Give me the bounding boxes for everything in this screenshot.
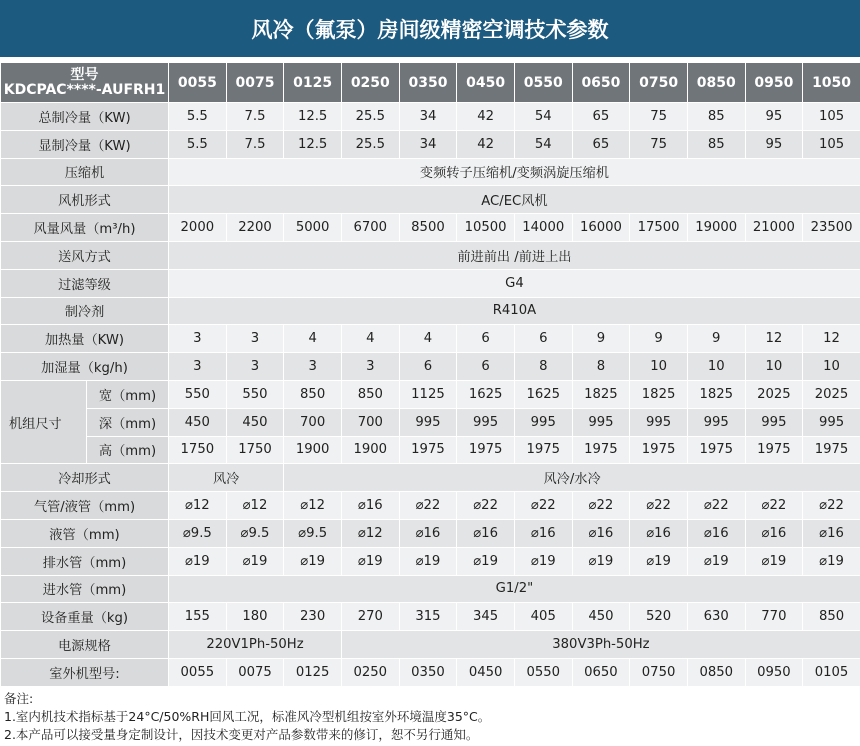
row-value: 850 <box>284 380 342 408</box>
model-code: 0850 <box>687 63 745 103</box>
row-value: 550 <box>169 380 227 408</box>
row-value: 770 <box>745 603 803 631</box>
model-code: 0055 <box>169 63 227 103</box>
row-label: 制冷剂 <box>1 297 169 325</box>
row-value: 270 <box>341 603 399 631</box>
row-value: 105 <box>803 130 860 158</box>
row-value: 630 <box>687 603 745 631</box>
row-value: 850 <box>341 380 399 408</box>
row-value: 850 <box>803 603 860 631</box>
row-value: ⌀22 <box>687 492 745 520</box>
row-value: 700 <box>284 408 342 436</box>
row-value: ⌀16 <box>745 519 803 547</box>
row-value: 1825 <box>572 380 630 408</box>
power-small: 220V1Ph-50Hz <box>169 631 342 659</box>
row-value: 19000 <box>687 214 745 242</box>
row-value: 10 <box>803 353 860 381</box>
row-label: 送风方式 <box>1 241 169 269</box>
row-value: 42 <box>457 103 515 131</box>
row-value: 34 <box>399 130 457 158</box>
spec-row <box>1 214 860 242</box>
row-value: 8 <box>514 353 572 381</box>
row-value: 9 <box>630 325 688 353</box>
row-value: 345 <box>457 603 515 631</box>
row-value: 315 <box>399 603 457 631</box>
dimension-sub-label: 高（mm) <box>87 436 169 464</box>
row-value: 180 <box>226 603 284 631</box>
row-value: 8500 <box>399 214 457 242</box>
row-value: 1975 <box>803 436 860 464</box>
spec-row <box>1 492 860 520</box>
outdoor-model: 0250 <box>341 658 399 686</box>
spec-row <box>1 158 860 186</box>
row-value: 9 <box>687 325 745 353</box>
spec-row <box>1 519 860 547</box>
dimension-row <box>1 380 860 408</box>
row-label: 电源规格 <box>1 631 169 659</box>
row-value: ⌀19 <box>341 547 399 575</box>
dimension-row <box>1 436 860 464</box>
row-value: 995 <box>803 408 860 436</box>
row-value: ⌀22 <box>572 492 630 520</box>
row-value: 3 <box>169 325 227 353</box>
row-value: 12.5 <box>284 130 342 158</box>
row-value: 9 <box>572 325 630 353</box>
row-value: ⌀22 <box>745 492 803 520</box>
dimension-row <box>1 408 860 436</box>
row-value: 3 <box>169 353 227 381</box>
row-value: ⌀9.5 <box>169 519 227 547</box>
row-value: 450 <box>226 408 284 436</box>
row-value: 2025 <box>803 380 860 408</box>
row-value: ⌀22 <box>630 492 688 520</box>
outdoor-model: 0850 <box>687 658 745 686</box>
row-value: 1975 <box>630 436 688 464</box>
row-value: 85 <box>687 130 745 158</box>
row-label: 室外机型号: <box>1 658 169 686</box>
spec-row <box>1 547 860 575</box>
row-value: ⌀19 <box>169 547 227 575</box>
row-value: 1900 <box>341 436 399 464</box>
outdoor-model: 0350 <box>399 658 457 686</box>
power-row <box>1 631 860 659</box>
row-label: 设备重量（kg) <box>1 603 169 631</box>
row-span-value: 变频转子压缩机/变频涡旋压缩机 <box>169 158 860 186</box>
row-value: 995 <box>399 408 457 436</box>
row-value: 65 <box>572 130 630 158</box>
row-value: 1900 <box>284 436 342 464</box>
row-value: 12.5 <box>284 103 342 131</box>
row-value: ⌀19 <box>630 547 688 575</box>
row-value: 2025 <box>745 380 803 408</box>
row-value: 7.5 <box>226 103 284 131</box>
row-value: 6 <box>399 353 457 381</box>
spec-row <box>1 297 860 325</box>
row-value: ⌀19 <box>226 547 284 575</box>
row-value: ⌀19 <box>284 547 342 575</box>
row-value: 6 <box>514 325 572 353</box>
row-label: 进水管（mm) <box>1 575 169 603</box>
row-value: 34 <box>399 103 457 131</box>
outdoor-model: 0125 <box>284 658 342 686</box>
row-value: 700 <box>341 408 399 436</box>
row-value: 1125 <box>399 380 457 408</box>
outdoor-model: 0075 <box>226 658 284 686</box>
cooling-row <box>1 464 860 492</box>
row-value: ⌀19 <box>399 547 457 575</box>
row-value: 550 <box>226 380 284 408</box>
row-value: 450 <box>572 603 630 631</box>
row-value: 23500 <box>803 214 860 242</box>
row-value: ⌀16 <box>399 519 457 547</box>
row-value: 1825 <box>687 380 745 408</box>
spec-row <box>1 603 860 631</box>
row-value: 3 <box>226 353 284 381</box>
model-code: 0550 <box>514 63 572 103</box>
row-label: 加湿量（kg/h) <box>1 353 169 381</box>
row-value: 995 <box>457 408 515 436</box>
row-value: 995 <box>572 408 630 436</box>
outdoor-model: 0950 <box>745 658 803 686</box>
row-label: 风机形式 <box>1 186 169 214</box>
row-value: 54 <box>514 130 572 158</box>
row-value: 42 <box>457 130 515 158</box>
row-value: ⌀12 <box>284 492 342 520</box>
page-title: 风冷（氟泵）房间级精密空调技术参数 <box>0 0 860 60</box>
model-label: 型号 <box>70 66 99 83</box>
row-value: 4 <box>341 325 399 353</box>
model-code: 0750 <box>630 63 688 103</box>
cooling-air-water: 风冷/水冷 <box>284 464 860 492</box>
row-value: 2200 <box>226 214 284 242</box>
row-value: 6 <box>457 353 515 381</box>
row-value: 3 <box>284 353 342 381</box>
model-code: 0650 <box>572 63 630 103</box>
row-value: 405 <box>514 603 572 631</box>
outdoor-row <box>1 658 860 686</box>
row-span-value: 前进前出 /前进上出 <box>169 241 860 269</box>
row-value: ⌀12 <box>226 492 284 520</box>
model-code: 0075 <box>226 63 284 103</box>
row-value: 105 <box>803 103 860 131</box>
outdoor-model: 0055 <box>169 658 227 686</box>
row-value: 1975 <box>457 436 515 464</box>
row-value: 1975 <box>745 436 803 464</box>
row-value: ⌀9.5 <box>284 519 342 547</box>
model-code: 0125 <box>284 63 342 103</box>
model-code: 0450 <box>457 63 515 103</box>
row-value: ⌀16 <box>341 492 399 520</box>
outdoor-model: 0105 <box>803 658 860 686</box>
row-value: 95 <box>745 103 803 131</box>
row-label: 总制冷量（KW) <box>1 103 169 131</box>
row-value: ⌀12 <box>169 492 227 520</box>
outdoor-model: 0450 <box>457 658 515 686</box>
row-value: 8 <box>572 353 630 381</box>
note-line-2: 2.本产品可以接受量身定制设计，因技术变更对产品参数带来的修订，恕不另行通知。 <box>4 727 479 742</box>
outdoor-model: 0550 <box>514 658 572 686</box>
row-value: ⌀16 <box>687 519 745 547</box>
row-value: 1625 <box>457 380 515 408</box>
spec-row <box>1 575 860 603</box>
row-value: 5.5 <box>169 130 227 158</box>
row-value: 1975 <box>572 436 630 464</box>
row-value: ⌀12 <box>341 519 399 547</box>
row-value: ⌀9.5 <box>226 519 284 547</box>
row-label: 显制冷量（KW) <box>1 130 169 158</box>
row-value: ⌀19 <box>572 547 630 575</box>
row-value: 1975 <box>514 436 572 464</box>
row-value: 6700 <box>341 214 399 242</box>
row-value: 1975 <box>399 436 457 464</box>
notes-heading: 备注: <box>4 691 34 706</box>
row-span-value: G4 <box>169 269 860 297</box>
row-value: ⌀22 <box>514 492 572 520</box>
row-value: 2000 <box>169 214 227 242</box>
outdoor-model: 0650 <box>572 658 630 686</box>
row-value: 17500 <box>630 214 688 242</box>
spec-row <box>1 130 860 158</box>
header-row <box>1 63 860 103</box>
row-value: 4 <box>399 325 457 353</box>
row-value: 1625 <box>514 380 572 408</box>
row-value: 25.5 <box>341 130 399 158</box>
row-label: 气管/液管（mm) <box>1 492 169 520</box>
row-value: ⌀16 <box>457 519 515 547</box>
spec-row <box>1 241 860 269</box>
row-value: 12 <box>803 325 860 353</box>
spec-table <box>0 62 860 687</box>
model-code: 0350 <box>399 63 457 103</box>
row-value: 12 <box>745 325 803 353</box>
notes <box>4 690 490 744</box>
row-value: 1825 <box>630 380 688 408</box>
row-value: 75 <box>630 130 688 158</box>
row-value: 3 <box>226 325 284 353</box>
row-value: ⌀19 <box>745 547 803 575</box>
spec-row <box>1 325 860 353</box>
model-code: 0950 <box>745 63 803 103</box>
model-series: KDCPAC****-AUFRH1 <box>3 81 166 98</box>
row-value: 995 <box>630 408 688 436</box>
spec-row <box>1 103 860 131</box>
row-label: 液管（mm) <box>1 519 169 547</box>
spec-row <box>1 186 860 214</box>
row-value: 14000 <box>514 214 572 242</box>
row-value: ⌀16 <box>803 519 860 547</box>
row-value: 1750 <box>226 436 284 464</box>
row-value: 450 <box>169 408 227 436</box>
row-value: ⌀22 <box>803 492 860 520</box>
row-label: 压缩机 <box>1 158 169 186</box>
row-value: 995 <box>745 408 803 436</box>
row-value: 25.5 <box>341 103 399 131</box>
row-value: 1975 <box>687 436 745 464</box>
row-span-value: G1/2" <box>169 575 860 603</box>
row-value: 7.5 <box>226 130 284 158</box>
row-value: 10 <box>630 353 688 381</box>
row-value: 5.5 <box>169 103 227 131</box>
row-value: 5000 <box>284 214 342 242</box>
row-value: 995 <box>514 408 572 436</box>
model-code: 0250 <box>341 63 399 103</box>
row-value: 16000 <box>572 214 630 242</box>
row-label: 排水管（mm) <box>1 547 169 575</box>
row-value: 230 <box>284 603 342 631</box>
row-value: 6 <box>457 325 515 353</box>
row-value: ⌀19 <box>803 547 860 575</box>
power-large: 380V3Ph-50Hz <box>341 631 860 659</box>
row-span-value: AC/EC风机 <box>169 186 860 214</box>
row-value: 3 <box>341 353 399 381</box>
row-value: ⌀16 <box>572 519 630 547</box>
dimension-label: 机组尺寸 <box>1 380 87 463</box>
row-value: 995 <box>687 408 745 436</box>
row-value: 4 <box>284 325 342 353</box>
row-value: ⌀22 <box>457 492 515 520</box>
row-value: ⌀19 <box>514 547 572 575</box>
dimension-sub-label: 宽（mm) <box>87 380 169 408</box>
model-code: 1050 <box>803 63 860 103</box>
row-label: 加热量（KW) <box>1 325 169 353</box>
row-value: ⌀16 <box>630 519 688 547</box>
cooling-air: 风冷 <box>169 464 284 492</box>
model-header-cell <box>1 63 169 103</box>
row-value: ⌀19 <box>687 547 745 575</box>
row-value: 520 <box>630 603 688 631</box>
dimension-sub-label: 深（mm) <box>87 408 169 436</box>
row-value: 21000 <box>745 214 803 242</box>
note-line-1: 1.室内机技术指标基于24°C/50%RH回风工况，标准风冷型机组按室外环境温度35°C。 <box>4 709 491 724</box>
row-value: 95 <box>745 130 803 158</box>
row-label: 过滤等级 <box>1 269 169 297</box>
spec-row <box>1 353 860 381</box>
row-span-value: R410A <box>169 297 860 325</box>
spec-row <box>1 269 860 297</box>
row-value: 1750 <box>169 436 227 464</box>
row-value: 10500 <box>457 214 515 242</box>
row-value: 75 <box>630 103 688 131</box>
row-label: 风量风量（m³/h) <box>1 214 169 242</box>
row-value: 155 <box>169 603 227 631</box>
row-value: 65 <box>572 103 630 131</box>
row-value: ⌀22 <box>399 492 457 520</box>
row-value: ⌀19 <box>457 547 515 575</box>
row-value: 85 <box>687 103 745 131</box>
row-label: 冷却形式 <box>1 464 169 492</box>
row-value: 10 <box>687 353 745 381</box>
row-value: 10 <box>745 353 803 381</box>
row-value: ⌀16 <box>514 519 572 547</box>
row-value: 54 <box>514 103 572 131</box>
outdoor-model: 0750 <box>630 658 688 686</box>
